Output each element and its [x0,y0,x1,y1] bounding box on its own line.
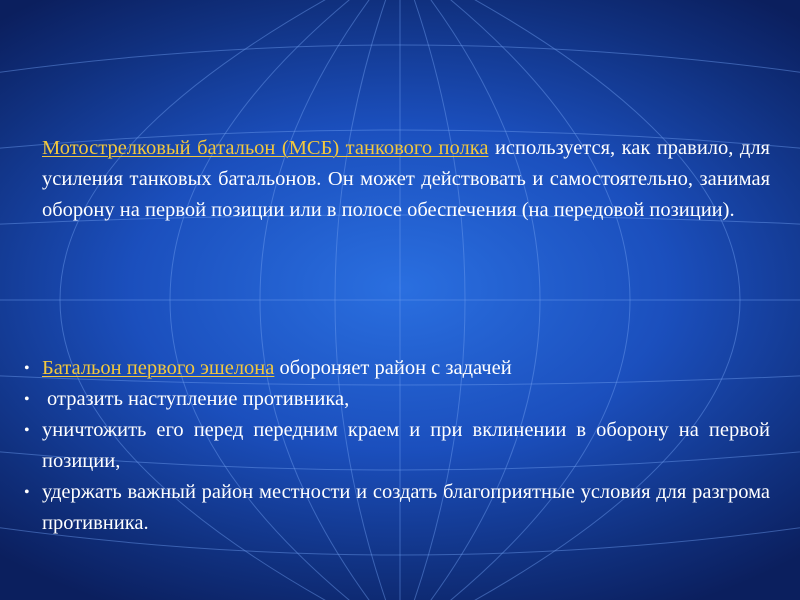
intro-text: используется, как правило, для усиления танковых батальонов. Он может действовать и самостоятельно, занимая оборону на первой позиции или в полосе обеспечения (на передовой позиции). [42,137,770,221]
bullet-text: отразить наступление противника, [47,388,350,410]
intro-highlight: Мотострелковый батальон (МСБ) танкового полка [42,137,489,159]
intro-paragraph [42,133,770,226]
bullet-item [24,415,770,477]
bullet-text: обороняет район с задачей [274,357,512,379]
bullet-icon: • [24,360,30,377]
bullet-icon: • [24,484,30,501]
bullet-icon: • [24,422,30,439]
bullet-list [24,353,770,539]
bullet-text: уничтожить его перед передним краем и при вклинении в оборону на первой позиции, [42,419,770,472]
bullet-icon: • [24,391,30,408]
bullet-item [24,384,770,415]
bullet-highlight: Батальон первого эшелона [42,357,275,379]
bullet-item [24,353,770,384]
bullet-text: удержать важный район местности и создать благоприятные условия для разгрома противника. [42,481,770,534]
bullet-item [24,477,770,539]
